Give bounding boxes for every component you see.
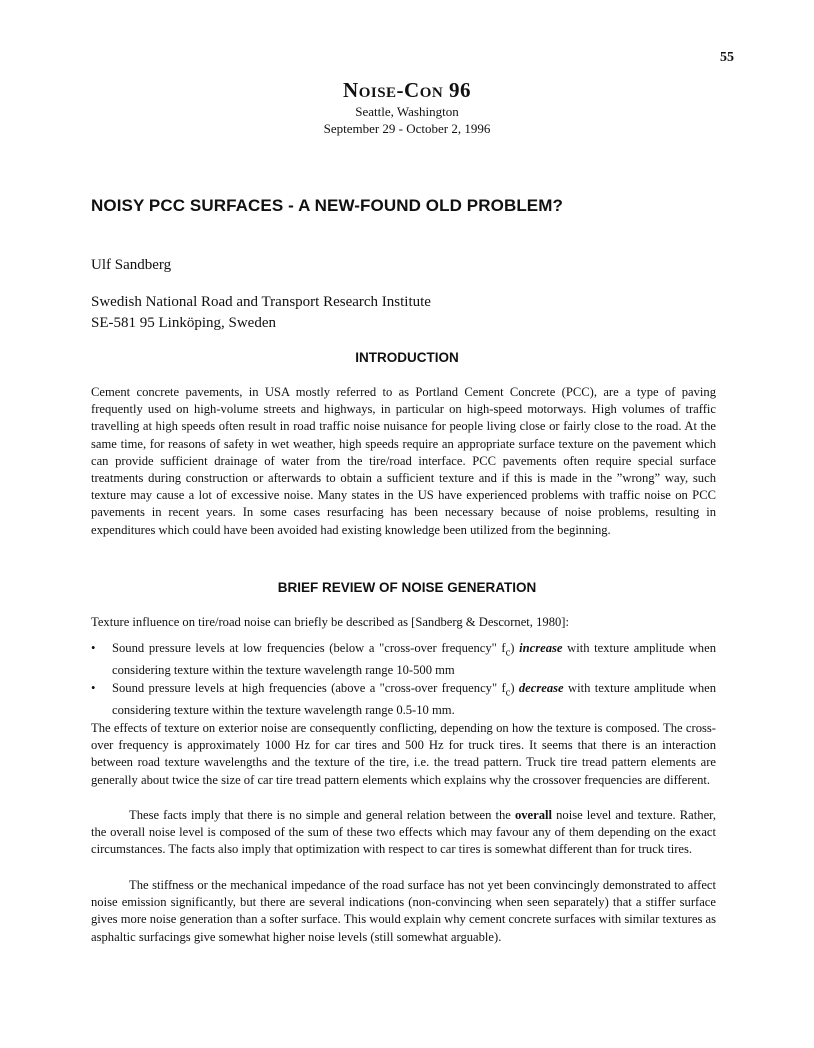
affiliation-line-1: Swedish National Road and Transport Research Institute bbox=[91, 294, 431, 310]
introduction-paragraph: Cement concrete pavements, in USA mostly referred to as Portland Cement Concrete (PCC), are a type of paving frequently used on high-volume streets and highways, in particular on high-speed motorways. High volumes of traffic travelling at high speeds often result in road traffic noise nuisance for people living close or fairly close to the road. At the same time, for reasons of safety in wet weather, high speeds require an appropriate surface texture on the pavement which can provide sufficient drainage of water from the tire/road interface. PCC pavements often require special surface treatments during construction or afterwards to obtain a sufficient texture and if this is made in the ”wrong” way, such texture may cause a lot of excessive noise. Many states in the US have experienced problems with traffic noise on PCC pavements in recent years. In some cases resurfacing has been necessary because of noise problems, resulting in expenditures which could have been avoided had existing knowledge been utilized from the beginning. bbox=[91, 385, 716, 537]
list-item: • Sound pressure levels at high frequencies (above a "cross-over frequency" $f_c$) decrease with texture amplitude when considering texture within the texture wavelength range 0.5-10 mm. bbox=[91, 680, 717, 717]
bullet-dot-icon: • bbox=[91, 641, 96, 655]
emphasis-increase: increase bbox=[519, 641, 563, 655]
conference-location: Seattle, Washington bbox=[355, 104, 459, 119]
introduction-heading: INTRODUCTION bbox=[355, 350, 459, 365]
texture-effects-paragraph: The effects of texture on exterior noise are consequently conflicting, depending on how the texture is composed. The cross-over frequency is approximately 1000 Hz for car tires and 500 Hz for truck tires. It seems that there is an interaction between road texture wavelengths and the texture of the tire, i.e. the tread pattern. Truck tire tread pattern elements are generally about twice the size of car tire tread pattern elements which explains why the crossover frequencies are different. bbox=[91, 721, 716, 787]
review-intro: Texture influence on tire/road noise can briefly be described as [Sandberg & Descornet, 1980]: bbox=[91, 615, 569, 629]
overall-bold-text: overall bbox=[514, 808, 553, 822]
conference-name: Noise-Con 96 bbox=[343, 78, 471, 102]
affiliation-line-2: SE-581 95 Linköping, Sweden bbox=[91, 315, 276, 331]
review-heading: BRIEF REVIEW OF NOISE GENERATION bbox=[277, 580, 537, 595]
emphasis-decrease: decrease bbox=[518, 680, 564, 695]
author-affiliation bbox=[91, 292, 431, 334]
conference-header bbox=[0, 78, 814, 137]
page-number: 55 bbox=[720, 50, 734, 65]
overall-noise-paragraph: These facts imply that there is no simple and general relation between the overall noise level and texture. Rather, the overall noise level is composed of the sum of these two effects which may favour any of them depending on the exact circumstances. The facts also imply that optimization with respect to car tires is somewhat different than for truck tires. bbox=[91, 808, 716, 857]
list-item: • Sound pressure levels at low frequencies (below a "cross-over frequency" $f_c$) increase with texture amplitude when considering texture within the texture wavelength range 10-500 mm bbox=[91, 641, 716, 677]
stiffness-paragraph: The stiffness or the mechanical impedance of the road surface has not yet been convincingly demonstrated to affect noise emission significantly, but there are several indications (non-convincing when seen separately) that a stiffer surface gives more noise generation than a softer surface. This would explain why cement concrete surfaces with similar textures as asphaltic surfacings give somewhat higher noise levels (still somewhat arguable). bbox=[91, 878, 716, 944]
texture-effects-list bbox=[91, 640, 716, 720]
author-name: Ulf Sandberg bbox=[91, 257, 172, 273]
bullet-dot-icon: • bbox=[91, 680, 96, 695]
paper-title: NOISY PCC SURFACES - A NEW-FOUND OLD PROBLEM? bbox=[91, 196, 563, 215]
conference-dates: September 29 - October 2, 1996 bbox=[323, 121, 491, 136]
